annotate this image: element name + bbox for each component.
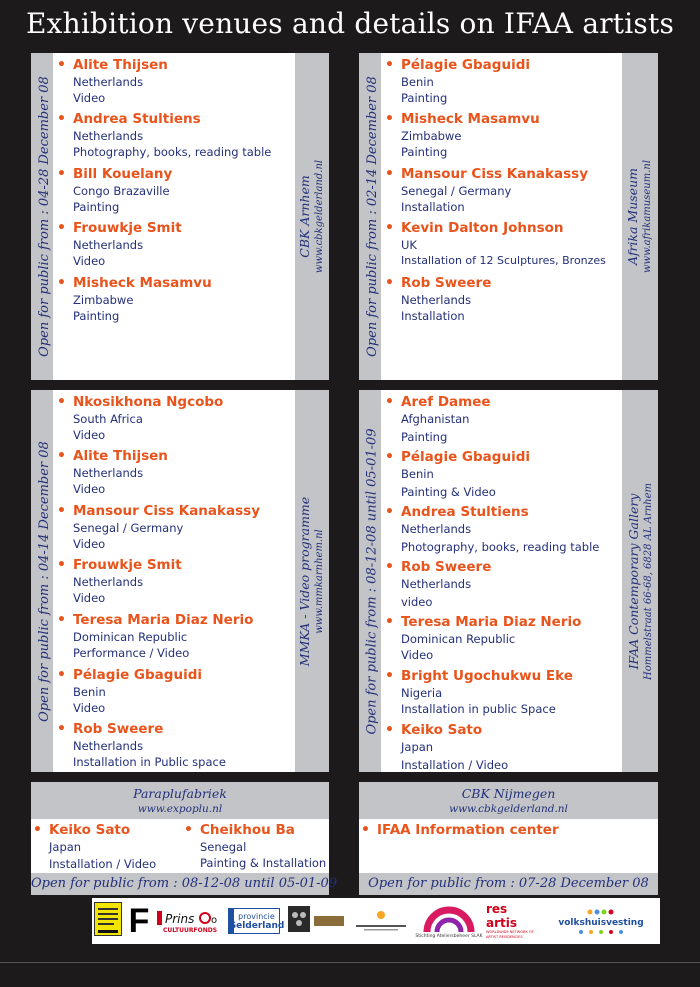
- artist-country: Netherlands: [73, 739, 144, 753]
- artist-entry: • Pélagie Gbaguidi Benin Video: [57, 667, 202, 715]
- artist-medium: Installation of 12 Sculptures, Bronzes: [401, 254, 606, 267]
- venue-name: Paraplufabriek: [133, 786, 227, 801]
- artist-country: Netherlands: [401, 522, 472, 536]
- sponsor-logo-triangel: [288, 906, 310, 932]
- artist-medium: Installation: [401, 309, 465, 323]
- sponsor-logo-f: [126, 902, 152, 940]
- artist-entry: • Andrea Stultiens Netherlands Photography, books, reading table: [57, 111, 272, 159]
- sponsor-logo-bar: [314, 916, 344, 926]
- artist-entry: • Misheck Masamvu Zimbabwe Painting: [57, 275, 212, 323]
- artist-name: Mansour Ciss Kanakassy: [401, 166, 588, 182]
- artist-country: Benin: [73, 685, 106, 699]
- venue-name: CBK Arnhem: [297, 175, 313, 258]
- artist-medium: Video: [73, 482, 106, 496]
- artist-name: Cheikhou Ba: [200, 822, 295, 838]
- artist-country: Afghanistan: [401, 412, 470, 426]
- artist-country: Senegal / Germany: [73, 521, 184, 535]
- svg-text:o: o: [211, 914, 218, 926]
- artist-entry: • Mansour Ciss Kanakassy Senegal / Germany Video: [57, 503, 260, 551]
- artist-medium: Photography, books, reading table: [73, 145, 272, 159]
- venue-strip: [295, 390, 329, 772]
- artist-country: Netherlands: [73, 575, 144, 589]
- artist-name: Rob Sweere: [401, 275, 492, 291]
- artist-medium: Video: [73, 537, 106, 551]
- artist-country: Benin: [401, 467, 434, 481]
- artist-medium: Video: [73, 254, 106, 268]
- artist-medium: Photography, books, reading table: [401, 540, 600, 554]
- venue-url[interactable]: www.cbkgelderland.nl: [314, 159, 326, 274]
- venue-name: Afrika Museum: [625, 168, 641, 265]
- sponsor-logo-resartis: [486, 902, 542, 939]
- sponsor-resartis-line2: WORLDWIDE NETWORK OF ARTIST RESIDENCIES: [486, 930, 534, 939]
- artist-medium: Video: [401, 648, 434, 662]
- venue-header: [31, 782, 329, 819]
- artist-name: Frouwkje Smit: [73, 220, 182, 236]
- artist-country: Benin: [401, 75, 434, 89]
- sponsor-logo-volkshuisvesting: [546, 904, 656, 938]
- sponsor-slak-label: Stichting Ateliersbeheer SLAK: [415, 933, 483, 939]
- venue-url[interactable]: www.cbkgelderland.nl: [449, 803, 568, 815]
- artist-name: Keiko Sato: [49, 822, 131, 838]
- open-date-text: Open for public from : 07-28 December 08: [359, 873, 658, 895]
- sponsor-provincie-line1: provincie: [238, 911, 275, 921]
- artist-entry: • Rob Sweere Netherlands video: [383, 559, 491, 612]
- venue-strip: [622, 390, 658, 772]
- artist-country: Nigeria: [401, 686, 443, 700]
- sponsor-cultuurfonds-label: CULTUURFONDS: [162, 926, 218, 934]
- artist-country: Dominican Republic: [73, 630, 188, 644]
- artist-country: Zimbabwe: [73, 293, 134, 307]
- artist-name: Kevin Dalton Johnson: [401, 220, 564, 236]
- venue-strip: [295, 53, 329, 380]
- artist-name: Misheck Masamvu: [401, 111, 540, 127]
- artist-country: Netherlands: [401, 293, 472, 307]
- venue-panel-paraplufabriek: [31, 782, 338, 895]
- page-title: Exhibition venues and details on IFAA artists: [25, 7, 675, 40]
- sponsor-resartis-line1: res artis: [486, 902, 518, 930]
- info-entry: • IFAA Information center: [361, 822, 559, 838]
- artist-name: Teresa Maria Diaz Nerio: [73, 612, 254, 628]
- venue-name: MMKA - Video programme: [297, 496, 313, 666]
- open-date-text: Open for public from : 08-12-08 until 05-01-09: [364, 427, 380, 735]
- venue-panel-mmka: [31, 390, 329, 772]
- artist-entry: • Misheck Masamvu Zimbabwe Painting: [385, 111, 540, 159]
- open-date-text: Open for public from : 04-14 December 08: [36, 440, 52, 722]
- open-date-strip: [31, 390, 53, 772]
- artist-name: Andrea Stultiens: [401, 504, 529, 520]
- venue-name: CBK Nijmegen: [461, 786, 556, 801]
- artist-entry: • Teresa Maria Diaz Nerio Dominican Republic Video: [385, 614, 582, 662]
- artist-entry: • Bill Kouelany Congo Brazaville Painting: [57, 166, 173, 214]
- sponsor-logo-foundation: [354, 908, 408, 934]
- artist-entry: • Rob Sweere Netherlands Installation in Public space: [57, 721, 226, 769]
- open-date-strip: [31, 53, 53, 380]
- artist-country: Dominican Republic: [401, 632, 516, 646]
- artist-entry: • Frouwkje Smit Netherlands Video: [57, 220, 182, 268]
- artist-medium: Performance / Video: [73, 646, 190, 660]
- artist-entry: • Alite Thijsen Netherlands Video: [57, 448, 168, 496]
- artist-country: Congo Brazaville: [73, 184, 170, 198]
- artist-country: Netherlands: [73, 129, 144, 143]
- artist-medium: Painting & Installation: [200, 856, 327, 870]
- artist-name: Pélagie Gbaguidi: [73, 667, 202, 683]
- artist-name: Rob Sweere: [73, 721, 164, 737]
- bottom-rule: [0, 962, 700, 963]
- sponsor-volkshuisvesting-label: volkshuisvesting: [558, 918, 644, 928]
- artist-country: Japan: [49, 840, 82, 854]
- artist-country: Netherlands: [73, 75, 144, 89]
- venue-panel-afrika-museum: [359, 53, 658, 380]
- artist-country: Senegal: [200, 840, 247, 854]
- artist-name: Alite Thijsen: [73, 57, 168, 73]
- open-date-text: Open for public from : 08-12-08 until 05-01-09: [31, 873, 329, 895]
- artist-name: Pélagie Gbaguidi: [401, 449, 530, 465]
- artist-country: Senegal / Germany: [401, 184, 512, 198]
- artist-medium: Installation in Public space: [73, 755, 226, 769]
- info-center-label: IFAA Information center: [377, 822, 559, 838]
- artist-medium: Installation: [401, 200, 465, 214]
- venue-address: Hommelstraat 66-68, 6828 AL Arnhem: [642, 482, 654, 680]
- artist-medium: Video: [73, 91, 106, 105]
- artist-medium: Painting: [73, 200, 120, 214]
- artist-medium: Painting: [401, 430, 448, 444]
- venue-url[interactable]: www.expoplu.nl: [137, 803, 223, 815]
- artist-entry: • Pélagie Gbaguidi Benin Painting & Video: [383, 449, 530, 502]
- artist-country: Netherlands: [73, 238, 144, 252]
- artist-medium: Installation in public Space: [401, 702, 556, 716]
- artist-medium: Installation / Video: [49, 857, 157, 871]
- artist-name: Bright Ugochukwu Eke: [401, 668, 573, 684]
- venue-url[interactable]: www.afrikamuseum.nl: [642, 159, 654, 274]
- artist-name: Rob Sweere: [401, 559, 492, 575]
- artist-medium: Video: [73, 591, 106, 605]
- artist-country: Zimbabwe: [401, 129, 462, 143]
- sponsor-provincie-line2: Gelderland: [228, 920, 285, 931]
- artist-medium: Video: [73, 701, 106, 715]
- venue-panel-ifaa-gallery: [359, 390, 658, 772]
- artist-name: Teresa Maria Diaz Nerio: [401, 614, 582, 630]
- artist-medium: video: [401, 595, 433, 609]
- venue-name: IFAA Contemporary Gallery: [625, 493, 641, 669]
- artist-entry: • Aref Damee Afghanistan Painting: [383, 394, 491, 447]
- artist-entry: • Pélagie Gbaguidi Benin Painting: [385, 57, 530, 105]
- artist-name: Alite Thijsen: [73, 448, 168, 464]
- venue-url[interactable]: www.mmkarnhem.nl: [314, 528, 326, 634]
- artist-entry: • Kevin Dalton Johnson UK Installation of 12 Sculptures, Bronzes: [385, 220, 606, 267]
- open-date-text: Open for public from : 04-28 December 08: [36, 76, 52, 357]
- artist-entry: • Keiko Sato Japan Installation / Video: [33, 822, 157, 871]
- artist-entry: • Frouwkje Smit Netherlands Video: [57, 557, 182, 605]
- venue-panel-cbk-arnhem: [31, 53, 329, 380]
- venue-header: [359, 782, 658, 819]
- artist-name: Nkosikhona Ngcobo: [73, 394, 224, 410]
- artist-name: Aref Damee: [401, 394, 491, 410]
- open-date-strip: [359, 390, 381, 772]
- artist-medium: Video: [73, 428, 106, 442]
- artist-name: Misheck Masamvu: [73, 275, 212, 291]
- artist-entry: • Rob Sweere Netherlands Installation: [385, 275, 492, 323]
- artist-entry: • Alite Thijsen Netherlands Video: [57, 57, 168, 105]
- artist-country: Netherlands: [401, 577, 472, 591]
- sponsor-logo-slak: [414, 900, 484, 942]
- artist-name: Frouwkje Smit: [73, 557, 182, 573]
- sponsor-logo-cultuurfonds: [154, 904, 226, 938]
- artist-entry: • Cheikhou Ba Senegal Painting & Installation: [184, 822, 327, 870]
- sponsor-logos: [92, 898, 660, 944]
- artist-medium: Painting & Video: [401, 485, 496, 499]
- venue-panel-cbk-nijmegen: [359, 782, 658, 895]
- artist-name: Keiko Sato: [401, 722, 483, 738]
- artist-country: UK: [401, 238, 417, 252]
- open-date-text: Open for public from : 02-14 December 08: [364, 76, 380, 357]
- svg-text:Prins: Prins: [165, 911, 195, 926]
- artist-entry: • Bright Ugochukwu Eke Nigeria Installation in public Space: [385, 668, 573, 716]
- artist-medium: Installation / Video: [401, 758, 509, 772]
- artist-entry: • Mansour Ciss Kanakassy Senegal / Germany Installation: [385, 166, 588, 214]
- venue-strip: [622, 53, 658, 380]
- artist-country: Japan: [401, 740, 434, 754]
- artist-medium: Painting: [401, 145, 448, 159]
- artist-name: Mansour Ciss Kanakassy: [73, 503, 260, 519]
- artist-entry: • Teresa Maria Diaz Nerio Dominican Republic Performance / Video: [57, 612, 254, 660]
- artist-entry: • Andrea Stultiens Netherlands Photography, books, reading table: [383, 504, 599, 557]
- artist-country: Netherlands: [73, 466, 144, 480]
- artist-country: South Africa: [73, 412, 143, 426]
- artist-medium: Painting: [73, 309, 120, 323]
- artist-entry: • Keiko Sato Japan Installation / Video: [383, 722, 508, 775]
- artist-name: Andrea Stultiens: [73, 111, 201, 127]
- open-date-strip: [359, 53, 381, 380]
- artist-entry: • Nkosikhona Ngcobo South Africa Video: [57, 394, 224, 442]
- artist-medium: Painting: [401, 91, 448, 105]
- sponsor-f-letter: F: [128, 902, 150, 940]
- sponsor-logo-provincie-gelderland: [228, 908, 285, 934]
- artist-name: Pélagie Gbaguidi: [401, 57, 530, 73]
- artist-name: Bill Kouelany: [73, 166, 173, 182]
- sponsor-logo-fonds: [94, 902, 122, 936]
